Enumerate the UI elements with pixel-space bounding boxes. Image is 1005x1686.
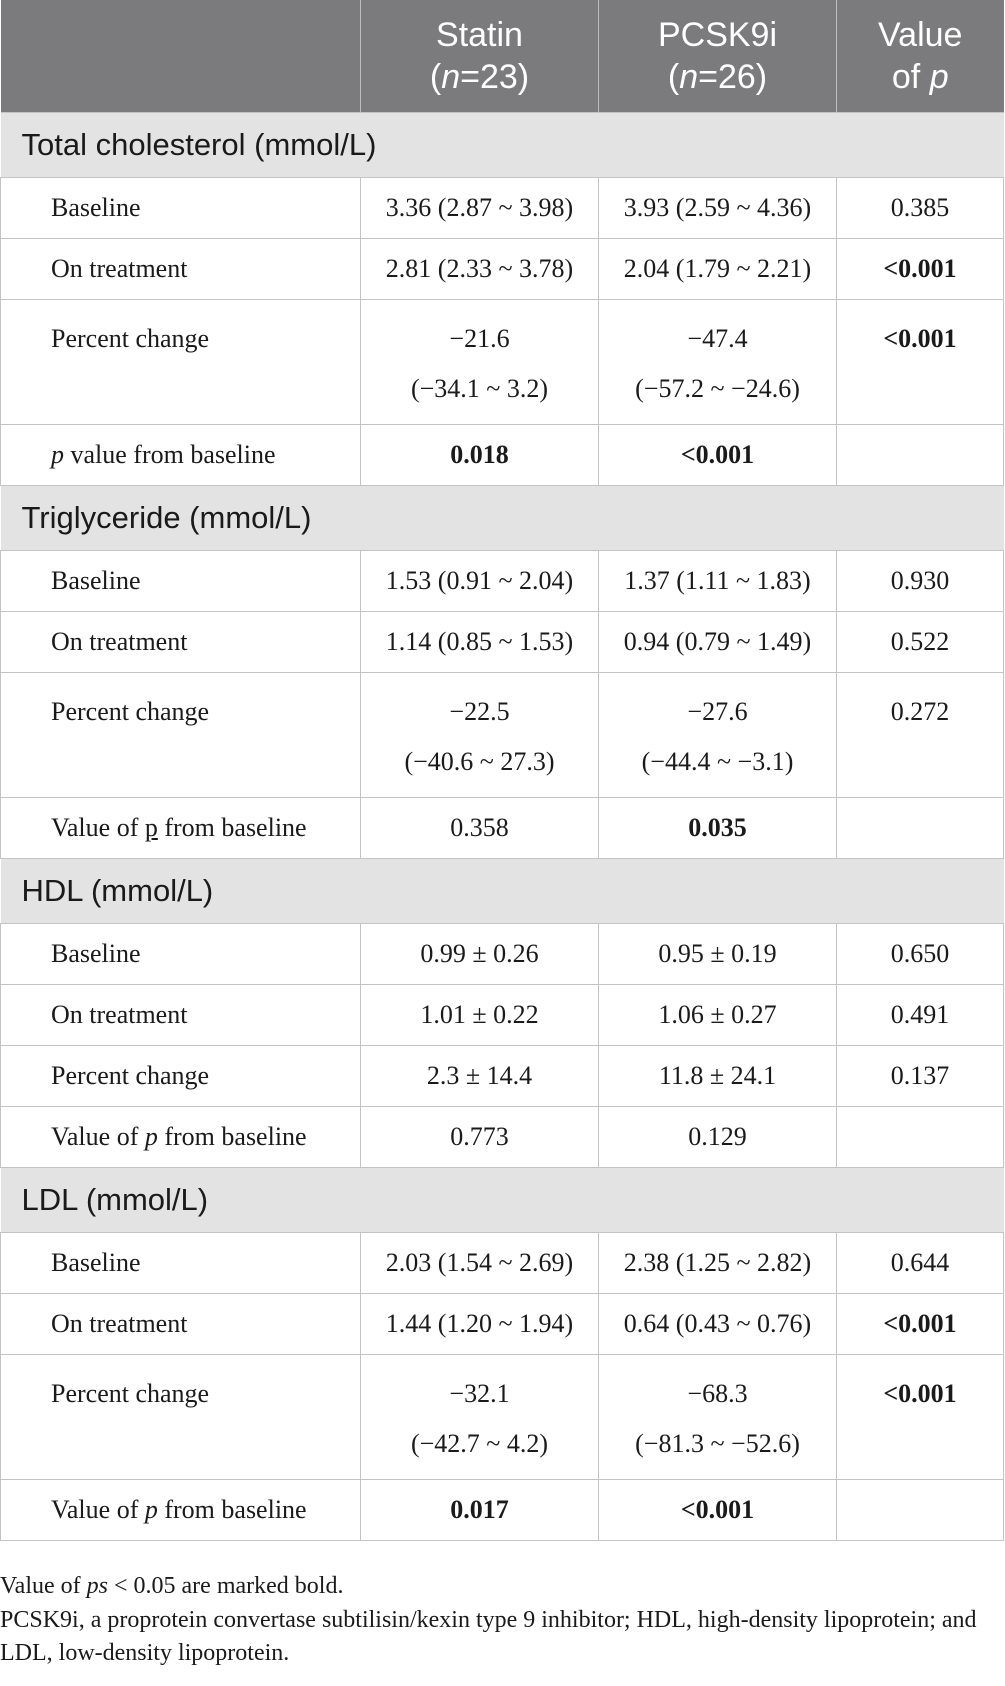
footnote-bold-significance: Value of ps < 0.05 are marked bold.	[0, 1573, 344, 1599]
table-row	[1, 924, 1004, 985]
table-row	[1, 551, 1004, 612]
statin-value	[361, 673, 599, 798]
pcsk9i-median: −27.6	[687, 697, 748, 726]
row-label: Percent change	[1, 300, 361, 425]
header-pvalue	[837, 0, 1004, 113]
statin-value: 0.018	[361, 425, 599, 486]
p-value	[837, 425, 1004, 486]
p-value: 0.491	[837, 985, 1004, 1046]
pcsk9i-value: 2.04 (1.79 ~ 2.21)	[599, 239, 837, 300]
table-body	[1, 113, 1004, 1541]
p-value: <0.001	[837, 1294, 1004, 1355]
pcsk9i-value: 0.95 ± 0.19	[599, 924, 837, 985]
row-label: Percent change	[1, 673, 361, 798]
table-row	[1, 1294, 1004, 1355]
row-label: On treatment	[1, 239, 361, 300]
row-label: p value from baseline	[1, 425, 361, 486]
row-label: Value of p from baseline	[1, 798, 361, 859]
section-header-triglyceride	[1, 486, 1004, 551]
row-label: On treatment	[1, 612, 361, 673]
table-row	[1, 1046, 1004, 1107]
table-row	[1, 1480, 1004, 1541]
pcsk9i-value: 3.93 (2.59 ~ 4.36)	[599, 178, 837, 239]
table-row	[1, 425, 1004, 486]
table-row	[1, 300, 1004, 425]
section-title: Total cholesterol (mmol/L)	[1, 113, 1004, 178]
header-statin	[361, 0, 599, 113]
row-label: Value of p from baseline	[1, 1480, 361, 1541]
statin-value: 2.81 (2.33 ~ 3.78)	[361, 239, 599, 300]
pcsk9i-value: 1.37 (1.11 ~ 1.83)	[599, 551, 837, 612]
header-pvalue-line1: Value	[878, 16, 963, 54]
p-value	[837, 1480, 1004, 1541]
section-header-total-cholesterol	[1, 113, 1004, 178]
statin-range: (−42.7 ~ 4.2)	[410, 1429, 549, 1458]
p-value: 0.522	[837, 612, 1004, 673]
header-statin-n: (n=23)	[429, 58, 530, 96]
pcsk9i-value: 0.64 (0.43 ~ 0.76)	[599, 1294, 837, 1355]
pcsk9i-value	[599, 673, 837, 798]
section-title: LDL (mmol/L)	[1, 1168, 1004, 1233]
row-label: Baseline	[1, 1233, 361, 1294]
pcsk9i-range: (−57.2 ~ −24.6)	[635, 374, 800, 403]
statin-value: 1.01 ± 0.22	[361, 985, 599, 1046]
statin-value: 2.03 (1.54 ~ 2.69)	[361, 1233, 599, 1294]
footnote-abbreviations: PCSK9i, a proprotein convertase subtilisin/kexin type 9 inhibitor; HDL, high-density lipoprotein; and LDL, low-density lipoprotein.	[0, 1607, 977, 1666]
section-header-hdl	[1, 859, 1004, 924]
row-label: On treatment	[1, 1294, 361, 1355]
section-title: Triglyceride (mmol/L)	[1, 486, 1004, 551]
row-label: Baseline	[1, 178, 361, 239]
header-empty-cell	[1, 0, 361, 113]
pcsk9i-value: <0.001	[599, 425, 837, 486]
statin-value: 0.99 ± 0.26	[361, 924, 599, 985]
statin-value	[361, 1355, 599, 1480]
section-title: HDL (mmol/L)	[1, 859, 1004, 924]
table-row	[1, 239, 1004, 300]
table-row	[1, 673, 1004, 798]
statin-value: 0.773	[361, 1107, 599, 1168]
pcsk9i-value: 0.035	[599, 798, 837, 859]
p-value	[837, 798, 1004, 859]
header-pcsk9i-name: PCSK9i	[657, 16, 778, 54]
pcsk9i-value	[599, 1355, 837, 1480]
statin-range: (−40.6 ~ 27.3)	[404, 747, 555, 776]
p-value	[837, 1107, 1004, 1168]
section-header-ldl	[1, 1168, 1004, 1233]
table-row	[1, 1233, 1004, 1294]
table-row	[1, 798, 1004, 859]
pcsk9i-value: <0.001	[599, 1480, 837, 1541]
table-row	[1, 178, 1004, 239]
pcsk9i-value: 11.8 ± 24.1	[599, 1046, 837, 1107]
statin-value: 0.358	[361, 798, 599, 859]
statin-range: (−34.1 ~ 3.2)	[410, 374, 549, 403]
statin-value: 1.14 (0.85 ~ 1.53)	[361, 612, 599, 673]
statin-value: 0.017	[361, 1480, 599, 1541]
p-value: 0.137	[837, 1046, 1004, 1107]
table-row	[1, 1355, 1004, 1480]
row-label: Value of p from baseline	[1, 1107, 361, 1168]
pcsk9i-value: 0.94 (0.79 ~ 1.49)	[599, 612, 837, 673]
pcsk9i-value: 0.129	[599, 1107, 837, 1168]
row-label: Baseline	[1, 924, 361, 985]
statin-value: 1.53 (0.91 ~ 2.04)	[361, 551, 599, 612]
table-row	[1, 612, 1004, 673]
pcsk9i-value: 1.06 ± 0.27	[599, 985, 837, 1046]
p-value: 0.930	[837, 551, 1004, 612]
pcsk9i-value	[599, 300, 837, 425]
p-value: 0.272	[837, 673, 1004, 798]
pcsk9i-value: 2.38 (1.25 ~ 2.82)	[599, 1233, 837, 1294]
statin-median: −22.5	[449, 697, 510, 726]
statin-median: −21.6	[449, 324, 510, 353]
p-value: <0.001	[837, 300, 1004, 425]
pcsk9i-range: (−44.4 ~ −3.1)	[641, 747, 794, 776]
row-label: On treatment	[1, 985, 361, 1046]
p-value: 0.385	[837, 178, 1004, 239]
p-value: <0.001	[837, 239, 1004, 300]
table-footnotes	[0, 1570, 1000, 1670]
row-label: Baseline	[1, 551, 361, 612]
p-value: <0.001	[837, 1355, 1004, 1480]
statin-value: 1.44 (1.20 ~ 1.94)	[361, 1294, 599, 1355]
header-pcsk9i-n: (n=26)	[667, 58, 768, 96]
row-label: Percent change	[1, 1355, 361, 1480]
p-value: 0.650	[837, 924, 1004, 985]
statin-value: 2.3 ± 14.4	[361, 1046, 599, 1107]
pcsk9i-median: −68.3	[687, 1379, 748, 1408]
table-row	[1, 985, 1004, 1046]
statin-value: 3.36 (2.87 ~ 3.98)	[361, 178, 599, 239]
header-pvalue-line2: of p	[891, 58, 949, 96]
statin-median: −32.1	[449, 1379, 510, 1408]
header-statin-name: Statin	[436, 16, 523, 54]
statin-value	[361, 300, 599, 425]
p-value: 0.644	[837, 1233, 1004, 1294]
table-row	[1, 1107, 1004, 1168]
table-header	[1, 0, 1004, 113]
header-pcsk9i	[599, 0, 837, 113]
pcsk9i-median: −47.4	[687, 324, 748, 353]
row-label: Percent change	[1, 1046, 361, 1107]
pcsk9i-range: (−81.3 ~ −52.6)	[635, 1429, 800, 1458]
